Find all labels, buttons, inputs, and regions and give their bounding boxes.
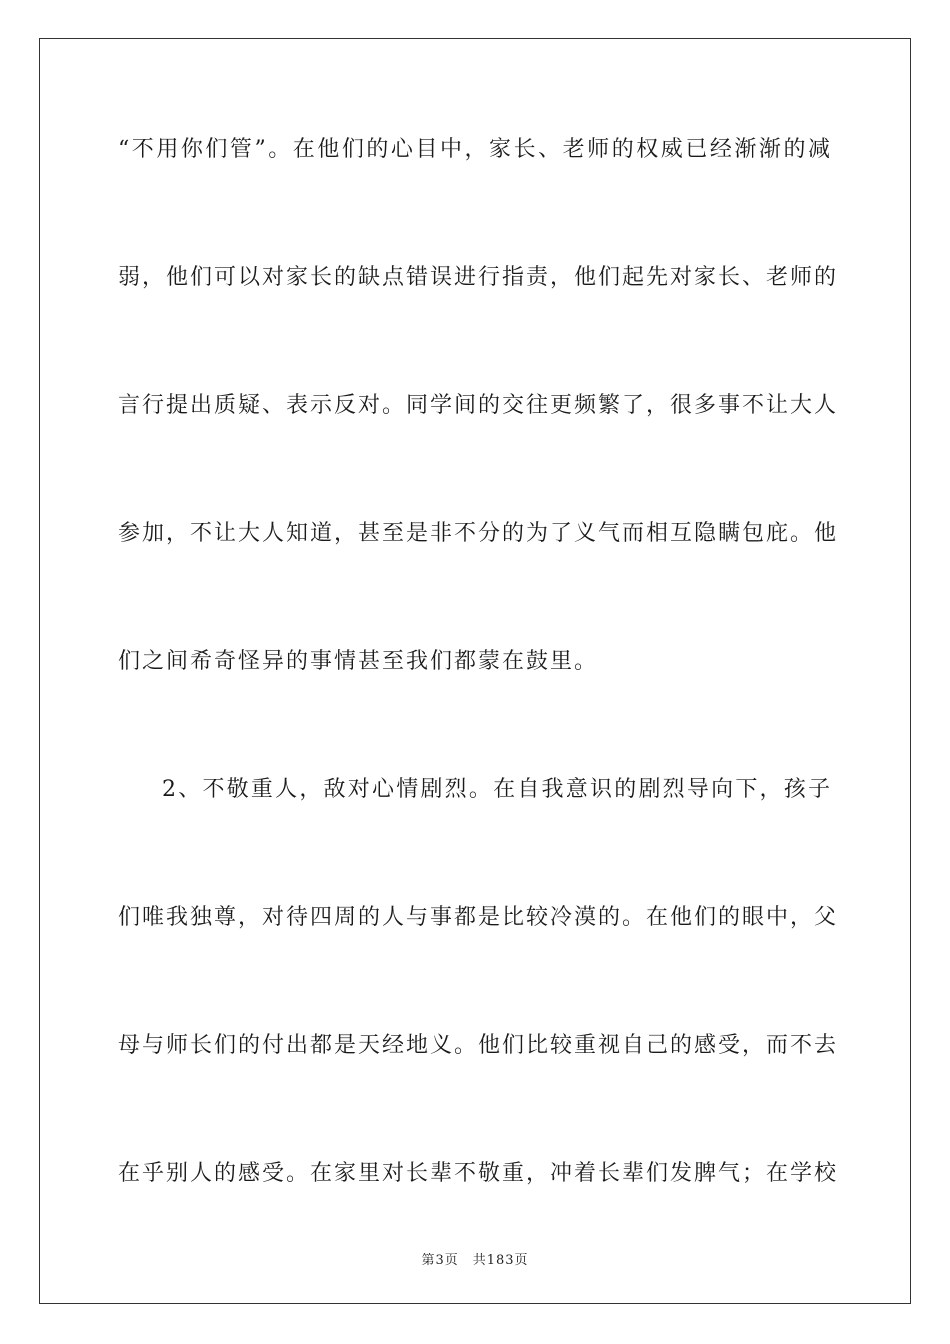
paragraph-2-line-1: 2、不敬重人，敌对心情剧烈。在自我意识的剧烈导向下，孩子 bbox=[162, 777, 832, 802]
paragraph-1-line-1: “不用你们管”。在他们的心目中，家长、老师的权威已经渐渐的减 bbox=[118, 137, 832, 162]
paragraph-2-line-3: 母与师长们的付出都是天经地义。他们比较重视自己的感受，而不去 bbox=[118, 1033, 839, 1058]
total-pages: 共183页 bbox=[472, 1253, 529, 1268]
paragraph-1-line-2: 弱，他们可以对家长的缺点错误进行指责，他们起先对家长、老师的 bbox=[118, 265, 839, 290]
paragraph-2-line-2: 们唯我独尊，对待四周的人与事都是比较冷漠的。在他们的眼中，父 bbox=[118, 905, 839, 930]
paragraph-2-line-4: 在乎别人的感受。在家里对长辈不敬重，冲着长辈们发脾气；在学校 bbox=[118, 1161, 839, 1186]
paragraph-1-line-5: 们之间希奇怪异的事情甚至我们都蒙在鼓里。 bbox=[118, 649, 599, 674]
page-footer bbox=[0, 1249, 950, 1268]
paragraph-1-line-4: 参加，不让大人知道，甚至是非不分的为了义气而相互隐瞒包庇。他 bbox=[118, 521, 839, 546]
page-number: 第3页 bbox=[421, 1253, 459, 1268]
paragraph-1-line-3: 言行提出质疑、表示反对。同学间的交往更频繁了，很多事不让大人 bbox=[118, 393, 839, 418]
document-body bbox=[118, 118, 839, 1206]
